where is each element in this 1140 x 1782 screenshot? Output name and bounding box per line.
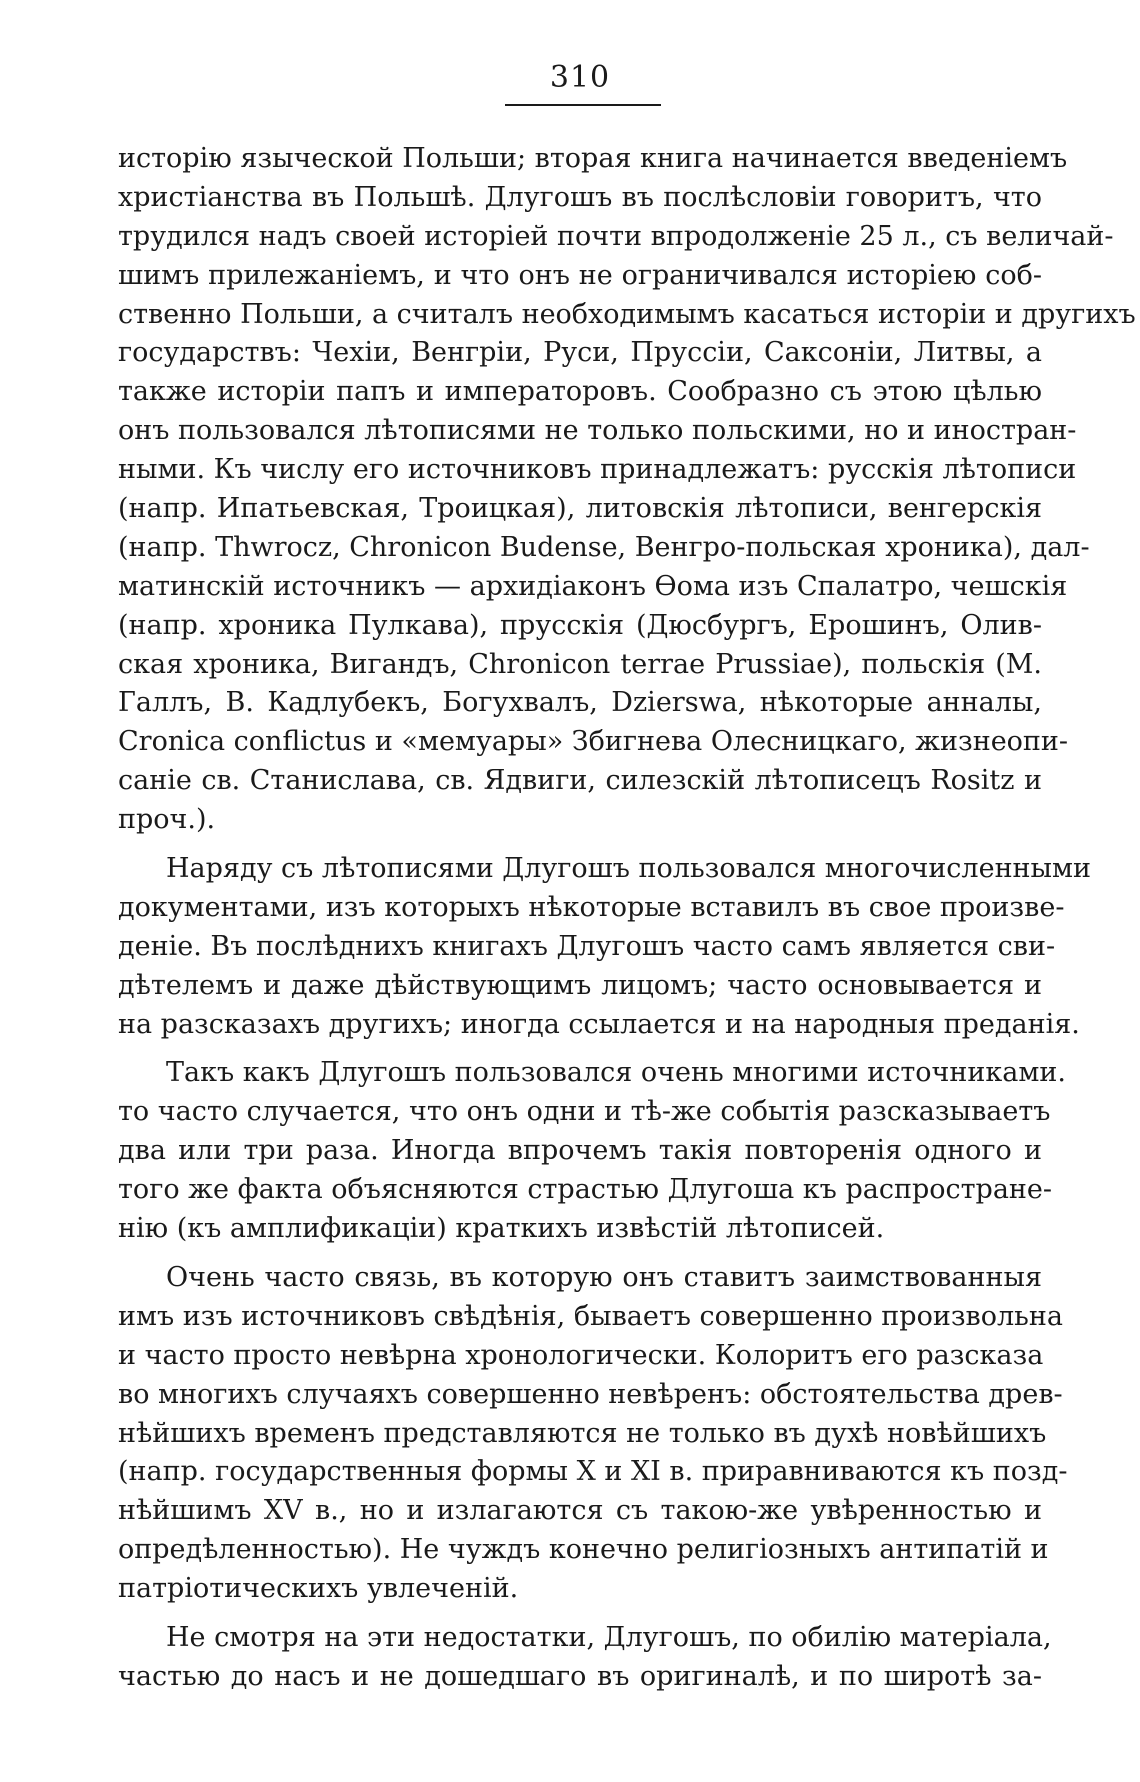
text-line: матинскій источникъ — архидіаконъ Ѳома изъ Спалатро, чешскія	[118, 570, 1068, 602]
text-line: онъ пользовался лѣтописями не только польскими, но и иностран-	[118, 415, 1077, 447]
paragraph-3	[118, 1054, 1066, 1248]
text-line: и часто просто невѣрна хронологически. Колоритъ его разсказа	[118, 1339, 1044, 1371]
text-line: государствъ: Чехіи, Венгріи, Руси, Пруссіи, Саксоніи, Литвы, а	[118, 337, 1042, 369]
text-line: (напр. хроника Пулкава), прусскія (Дюсбургъ, Ерошинъ, Олив-	[118, 609, 1042, 641]
body-text	[118, 140, 1136, 1697]
paragraph-4	[118, 1259, 1068, 1609]
text-line: христіанства въ Польшѣ. Длугошъ въ послѣсловіи говоритъ, что	[118, 181, 1042, 213]
text-line: опредѣленностью). Не чуждъ конечно религіозныхъ антипатій и	[118, 1534, 1049, 1566]
text-line: нѣйшихъ временъ представляются не только въ духѣ новѣйшихъ	[118, 1417, 1047, 1449]
paragraph-2	[118, 850, 1092, 1044]
text-line: Не смотря на эти недостатки, Длугошъ, по обилію матеріала,	[166, 1621, 1052, 1653]
text-line: проч.).	[118, 804, 216, 836]
text-line: то часто случается, что онъ одни и тѣ-же событія разсказываетъ	[118, 1096, 1051, 1128]
text-line: Cronica conflictus и «мемуары» Збигнева Олесницкаго, жизнеопи-	[118, 726, 1069, 758]
text-line: Галлъ, В. Кадлубекъ, Богухвалъ, Dzierswa, нѣкоторые анналы,	[118, 687, 1042, 719]
text-line: во многихъ случаяхъ совершенно невѣренъ: обстоятельства древ-	[118, 1378, 1063, 1410]
page-number: 310	[549, 60, 611, 95]
text-line: (напр. государственныя формы X и XI в. приравниваются къ позд-	[118, 1456, 1068, 1488]
text-line: также исторіи папъ и императоровъ. Сообразно съ этою цѣлью	[118, 376, 1042, 408]
text-line: на разсказахъ другихъ; иногда ссылается и на народныя преданія.	[118, 1008, 1080, 1040]
text-line: дѣтелемъ и даже дѣйствующимъ лицомъ; часто основывается и	[118, 969, 1042, 1001]
text-line: имъ изъ источниковъ свѣдѣнія, бываетъ совершенно произвольна	[118, 1300, 1063, 1332]
text-line: ными. Къ числу его источниковъ принадлежатъ: русскія лѣтописи	[118, 454, 1077, 486]
text-line: Такъ какъ Длугошъ пользовался очень многими источниками.	[166, 1057, 1066, 1089]
text-line: того же факта объясняются страстью Длугоша къ распростране-	[118, 1174, 1053, 1206]
text-line: ственно Польши, а считалъ необходимымъ касаться исторіи и другихъ	[118, 298, 1136, 330]
text-line: частью до насъ и не дошедшаго въ оригиналѣ, и по широтѣ за-	[118, 1660, 1042, 1692]
text-line: нію (къ амплификаціи) краткихъ извѣстій лѣтописей.	[118, 1213, 885, 1245]
text-line: нѣйшимъ XV в., но и излагаются съ такою-же увѣренностью и	[118, 1495, 1042, 1527]
text-line: саніе св. Станислава, св. Ядвиги, силезскій лѣтописецъ Rositz и	[118, 765, 1042, 797]
text-line: трудился надъ своей исторіей почти впродолженіе 25 л., съ величай-	[118, 220, 1114, 252]
paragraph-5	[118, 1619, 1052, 1697]
paragraph-1	[118, 140, 1136, 840]
text-line: (напр. Thwrocz, Chronicon Budense, Венгро-польская хроника), дал-	[118, 531, 1090, 563]
page-number-rule	[505, 104, 661, 106]
text-line: (напр. Ипатьевская, Троицкая), литовскія лѣтописи, венгерскія	[118, 493, 1042, 525]
text-line: патріотическихъ увлеченій.	[118, 1573, 519, 1605]
text-line: шимъ прилежаніемъ, и что онъ не ограничивался исторіею соб-	[118, 259, 1042, 291]
text-line: документами, изъ которыхъ нѣкоторые вставилъ въ свое произве-	[118, 891, 1065, 923]
text-line: ская хроника, Вигандъ, Chronicon terrae Prussiae), польскія (М.	[118, 648, 1042, 680]
text-line: два или три раза. Иногда впрочемъ такія повторенія одного и	[118, 1135, 1042, 1167]
text-line: Очень часто связь, въ которую онъ ставитъ заимствованныя	[166, 1261, 1042, 1293]
text-line: Наряду съ лѣтописями Длугошъ пользовался многочисленными	[166, 853, 1092, 885]
text-line: исторію языческой Польши; вторая книга начинается введеніемъ	[118, 143, 1068, 174]
text-line: деніе. Въ послѣднихъ книгахъ Длугошъ часто самъ является сви-	[118, 930, 1056, 962]
